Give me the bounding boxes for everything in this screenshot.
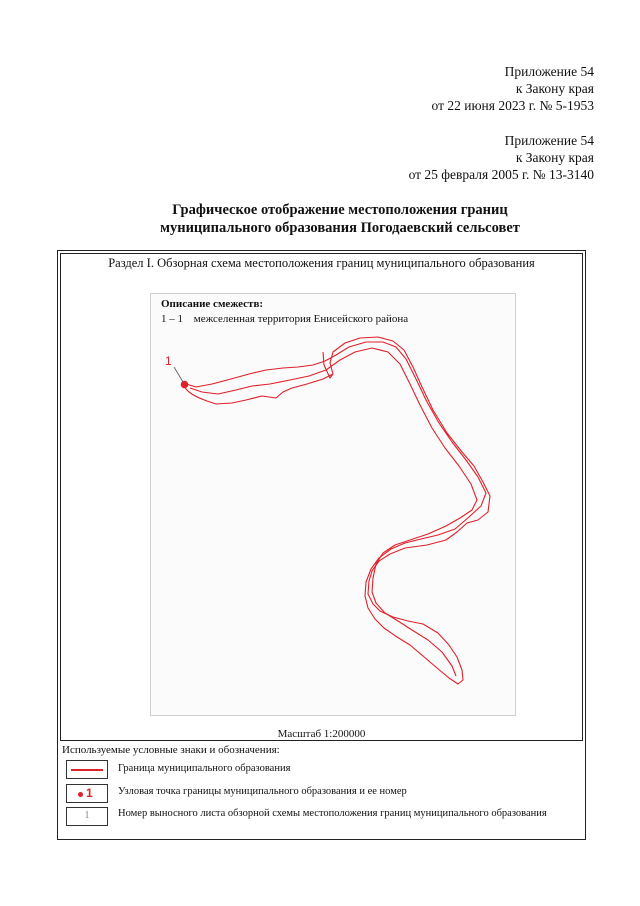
law-date: от 25 февраля 2005 г. № 13-3140 — [408, 167, 594, 182]
legend-boundary-label: Граница муниципального образования — [118, 763, 291, 774]
section-title: Раздел I. Обзорная схема местоположения границ муниципального образования — [108, 256, 535, 270]
adjacency-code: 1 – 1 — [161, 313, 183, 325]
boundary-line-icon — [71, 769, 103, 771]
node-point-1 — [181, 381, 189, 389]
legend-sheet-label: Номер выносного листа обзорной схемы местоположения границ муниципального образования — [118, 808, 547, 819]
law-date: от 22 июня 2023 г. № 5-1953 — [431, 98, 594, 113]
node-leader-line — [174, 367, 183, 382]
law-reference: к Закону края — [515, 81, 594, 96]
adjacency-description: межселенная территория Енисейского района — [193, 313, 409, 325]
title-line-2: муниципального образования Погодаевский сельсовет — [160, 220, 520, 236]
title-line-1: Графическое отображение местоположения границ — [172, 202, 508, 218]
appendix-label: Приложение 54 — [504, 64, 594, 79]
boundary-inner — [190, 348, 477, 676]
legend-sheet-symbol — [66, 807, 108, 826]
node-label-1: 1 — [165, 354, 172, 368]
boundary-outer — [183, 337, 490, 684]
map-scale: Масштаб 1:200000 — [277, 728, 366, 740]
node-dot-icon — [78, 792, 83, 797]
legend-title: Используемые условные знаки и обозначения: — [62, 744, 280, 756]
legend-node-label: Узловая точка границы муниципального образования и ее номер — [118, 786, 407, 797]
law-reference: к Закону края — [515, 150, 594, 165]
appendix-label: Приложение 54 — [504, 133, 594, 148]
adjacency-heading: Описание смежеств: — [161, 298, 264, 310]
sheet-sample-number: 1 — [84, 810, 90, 821]
node-sample-number: 1 — [86, 786, 93, 800]
legend-boundary-symbol — [66, 760, 108, 779]
legend-node-symbol — [66, 784, 108, 803]
